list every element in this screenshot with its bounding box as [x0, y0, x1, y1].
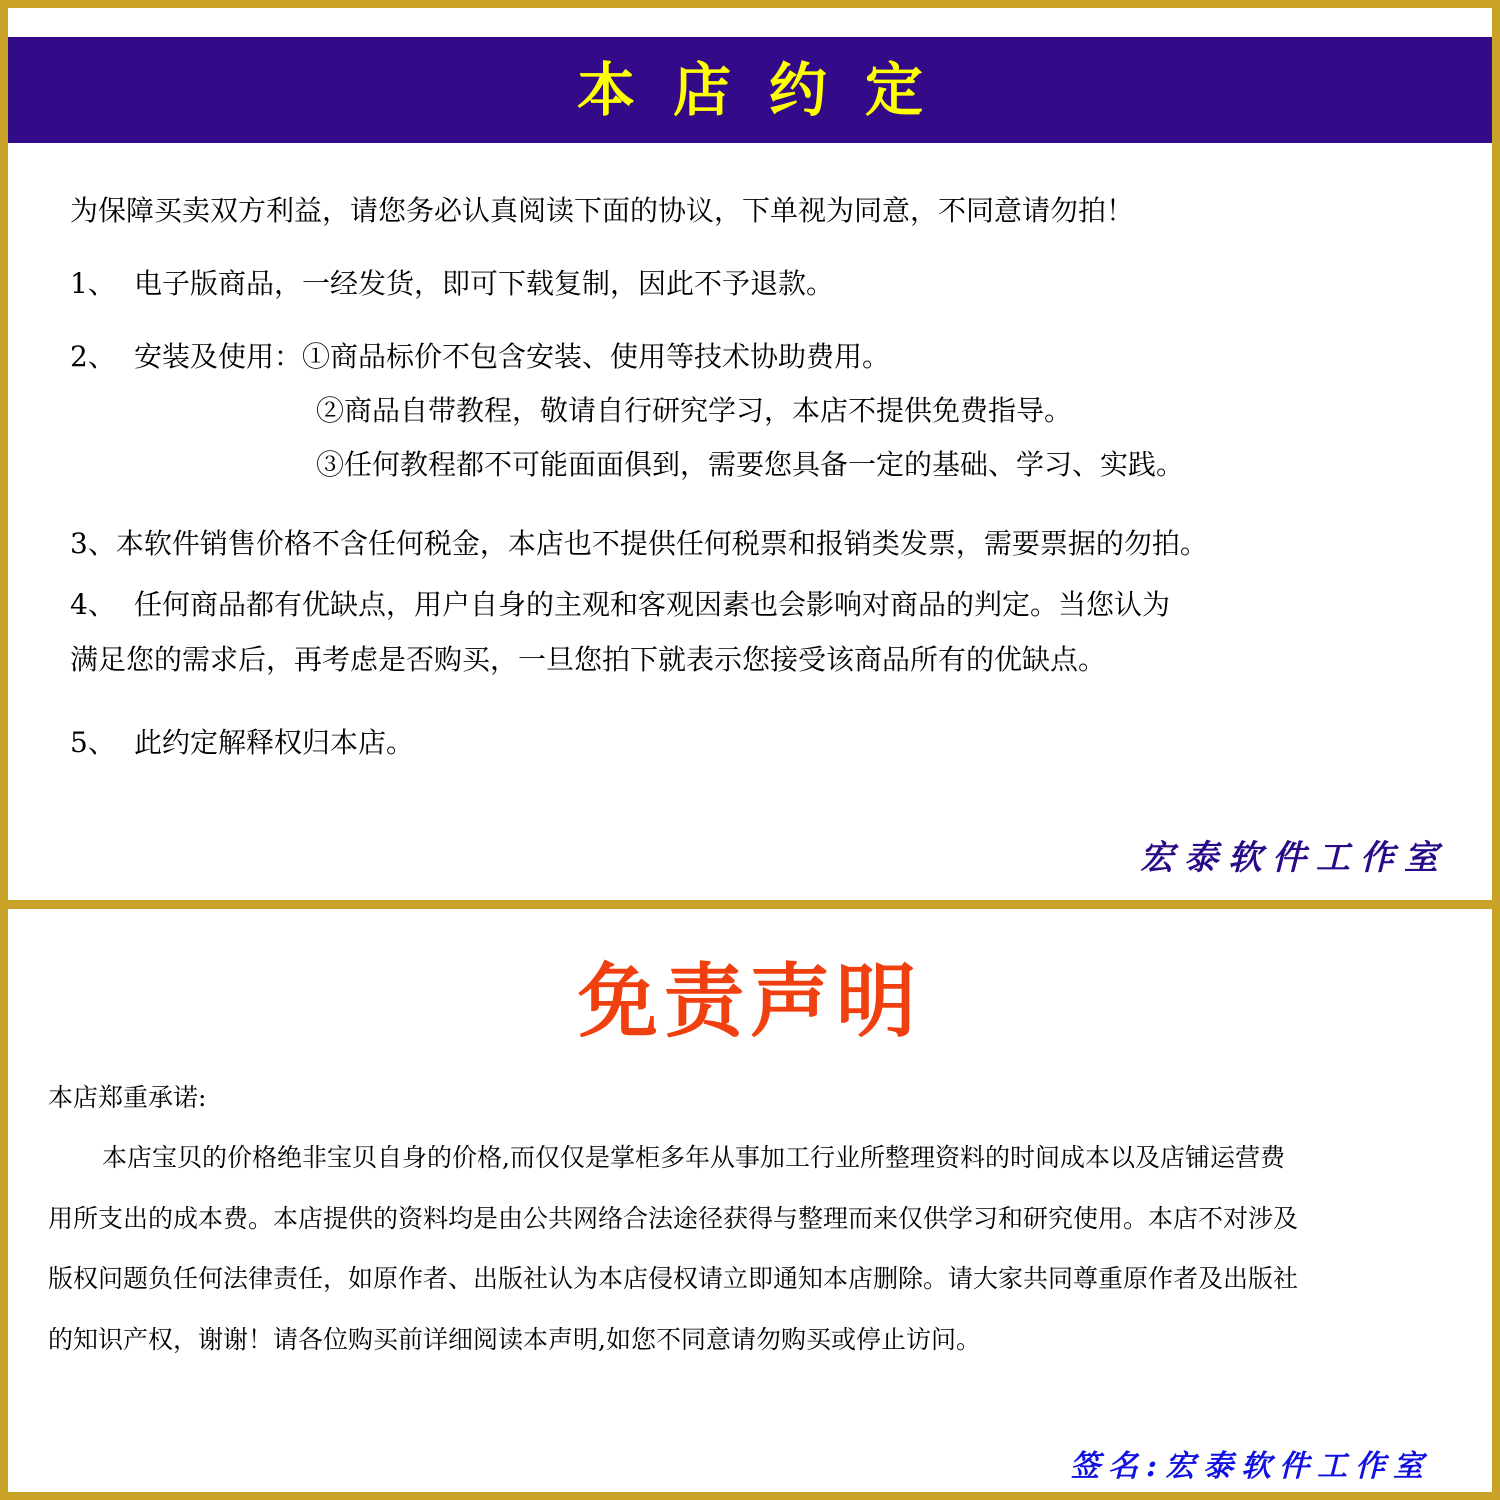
terms-item-5-number: 5、: [70, 726, 116, 759]
terms-intro: 为保障买卖双方利益，请您务必认真阅读下面的协议，下单视为同意，不同意请勿拍！: [70, 194, 1135, 227]
disclaimer-para-line-2: 用所支出的成本费。本店提供的资料均是由公共网络合法途径获得与整理而来仅供学习和研究使用。本店不对涉及: [48, 1204, 1299, 1233]
store-terms-panel: [8, 8, 1492, 900]
terms-item-3: 3、本软件销售价格不含任何税金，本店也不提供任何税票和报销类发票，需要票据的勿拍。: [70, 527, 1208, 560]
terms-item-2-text-2: ②商品自带教程，敬请自行研究学习，本店不提供免费指导。: [316, 394, 1073, 427]
terms-title: 本店约定: [576, 56, 961, 124]
terms-item-2-text-3: ③任何教程都不可能面面俱到，需要您具备一定的基础、学习、实践。: [316, 448, 1185, 481]
disclaimer-para-line-3: 版权问题负任何法律责任，如原作者、出版社认为本店侵权请立即通知本店删除。请大家共同尊重原作者及出版社: [48, 1264, 1299, 1293]
terms-item-2-text-1: 安装及使用：①商品标价不包含安装、使用等技术协助费用。: [134, 340, 891, 373]
terms-item-5-text: 此约定解释权归本店。: [134, 726, 415, 759]
disclaimer-lead: 本店郑重承诺:: [48, 1083, 207, 1112]
disclaimer-para-line-1: 本店宝贝的价格绝非宝贝自身的价格,而仅仅是掌柜多年从事加工行业所整理资料的时间成本以及店铺运营费: [102, 1143, 1285, 1172]
terms-item-4: [70, 587, 1170, 623]
terms-item-4-text-2: 满足您的需求后，再考虑是否购买，一旦您拍下就表示您接受该商品所有的优缺点。: [70, 643, 1107, 676]
disclaimer-para-line-4: 的知识产权，谢谢！请各位购买前详细阅读本声明,如您不同意请勿购买或停止访问。: [48, 1325, 981, 1354]
terms-item-4-text-1: 任何商品都有优缺点，用户自身的主观和客观因素也会影响对商品的判定。当您认为: [134, 588, 1171, 621]
disclaimer-signature: 签名:宏泰软件工作室: [1070, 1449, 1432, 1484]
terms-item-1-number: 1、: [70, 267, 116, 300]
terms-item-1-text: 电子版商品，一经发货，即可下载复制，因此不予退款。: [134, 267, 835, 300]
disclaimer-panel: [8, 909, 1492, 1492]
terms-item-4-number: 4、: [70, 588, 116, 621]
terms-signature: 宏泰软件工作室: [1140, 838, 1448, 878]
terms-item-2: [70, 339, 890, 375]
terms-item-5: [70, 725, 414, 761]
terms-banner: [8, 37, 1492, 143]
disclaimer-title: 免责声明: [578, 954, 922, 1048]
terms-item-1: [70, 266, 834, 302]
terms-item-2-number: 2、: [70, 340, 116, 373]
